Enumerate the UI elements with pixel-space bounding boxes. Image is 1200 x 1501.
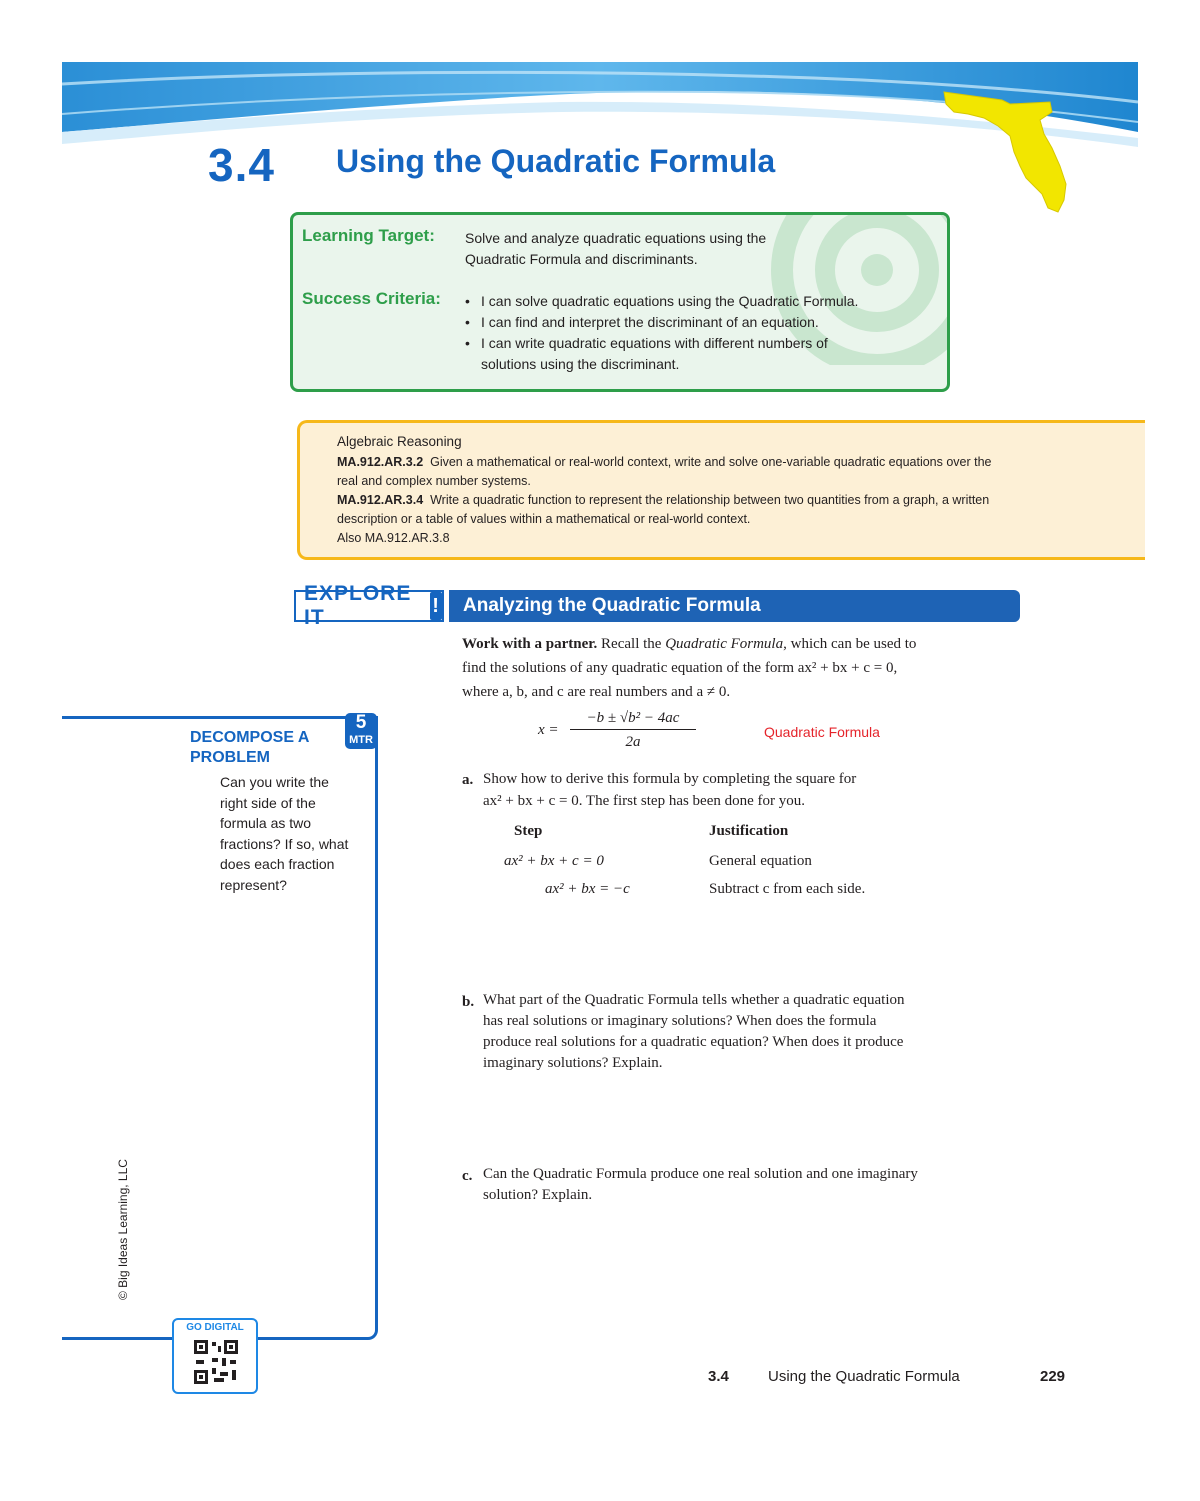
mtr-badge-number: 5 xyxy=(355,712,367,733)
part-a-text: Show how to derive this formula by completing the square for ax² + bx + c = 0. The first step has been done for you. xyxy=(483,771,857,809)
exclamation-icon: ! xyxy=(430,592,442,620)
qr-code-icon xyxy=(192,1338,240,1386)
explore-it-tag: EXPLORE IT ! xyxy=(294,590,444,622)
standard-ar-3-2: MA.912.AR.3.2 Given a mathematical or real-world context, write and solve one-variable quadratic equations over the real and complex number systems. xyxy=(337,455,992,488)
footer-section-number: 3.4 xyxy=(708,1368,729,1385)
explore-title-bar: Analyzing the Quadratic Formula xyxy=(449,590,1020,622)
justification-header: Justification xyxy=(709,823,789,839)
footer-title: Using the Quadratic Formula xyxy=(768,1368,960,1385)
standards-box xyxy=(297,420,1145,560)
section-number: 3.4 xyxy=(208,139,275,191)
justification-2: Subtract c from each side. xyxy=(709,881,866,897)
standard-ar-3-4: MA.912.AR.3.4 Write a quadratic function to represent the relationship between two quantities from a graph, a written description or a table of values within a mathematical or real-world context. xyxy=(337,493,990,526)
step-header: Step xyxy=(514,823,543,839)
success-criteria-list xyxy=(465,291,905,375)
learning-target-box xyxy=(290,212,950,392)
formula-label: Quadratic Formula xyxy=(764,724,880,740)
part-b-text: What part of the Quadratic Formula tells whether a quadratic equation has real solutions or imaginary solutions? When does the formula produce real solutions for a quadratic equation? When does it produce imaginary solutions? Explain. xyxy=(483,992,905,1071)
mtr-badge xyxy=(344,712,378,750)
formula-lhs: x = xyxy=(538,722,559,738)
criteria-item: • I can write quadratic equations with different numbers of xyxy=(465,335,828,351)
part-c-text: Can the Quadratic Formula produce one real solution and one imaginary solution? Explain. xyxy=(483,1166,918,1203)
justification-1: General equation xyxy=(709,853,812,869)
go-digital-label: GO DIGITAL xyxy=(186,1322,244,1333)
step-1: ax² + bx + c = 0 xyxy=(504,853,604,869)
mtr-badge-text: MTR xyxy=(349,734,373,746)
part-b-label: b. xyxy=(462,994,475,1010)
part-a-label: a. xyxy=(462,772,474,788)
criteria-item: • I can find and interpret the discriminant of an equation. xyxy=(465,314,819,330)
step-2: ax² + bx = −c xyxy=(545,881,630,897)
success-criteria-label: Success Criteria: xyxy=(302,289,441,308)
standards-heading: Algebraic Reasoning xyxy=(337,434,462,449)
go-digital-button[interactable] xyxy=(172,1318,258,1394)
florida-map-icon xyxy=(940,82,1080,217)
learning-target-label: Learning Target: xyxy=(302,226,435,245)
page-number: 229 xyxy=(1040,1368,1066,1385)
sidebar-body: Can you write the right side of the formula as two fractions? If so, what does each fraction represent? xyxy=(220,774,349,893)
standard-also: Also MA.912.AR.3.8 xyxy=(337,531,450,545)
criteria-item: • I can solve quadratic equations using the Quadratic Formula. xyxy=(465,293,859,309)
part-c-label: c. xyxy=(462,1168,473,1184)
learning-target-text: Solve and analyze quadratic equations using the Quadratic Formula and discriminants. xyxy=(465,230,767,267)
criteria-item-continued: solutions using the discriminant. xyxy=(481,356,680,372)
explore-intro: Work with a partner. Recall the Quadratic Formula, which can be used to find the solutions of any quadratic equation of the form ax² + bx + c = 0, where a, b, and c are real numbers and a ≠ 0. xyxy=(462,636,917,700)
formula-numerator: −b ± √b² − 4ac xyxy=(570,710,696,730)
formula-denominator: 2a xyxy=(625,734,641,750)
copyright-text: © Big Ideas Learning, LLC xyxy=(116,1159,130,1300)
page-title: Using the Quadratic Formula xyxy=(336,143,776,179)
sidebar-title: DECOMPOSE A PROBLEM xyxy=(190,729,310,766)
